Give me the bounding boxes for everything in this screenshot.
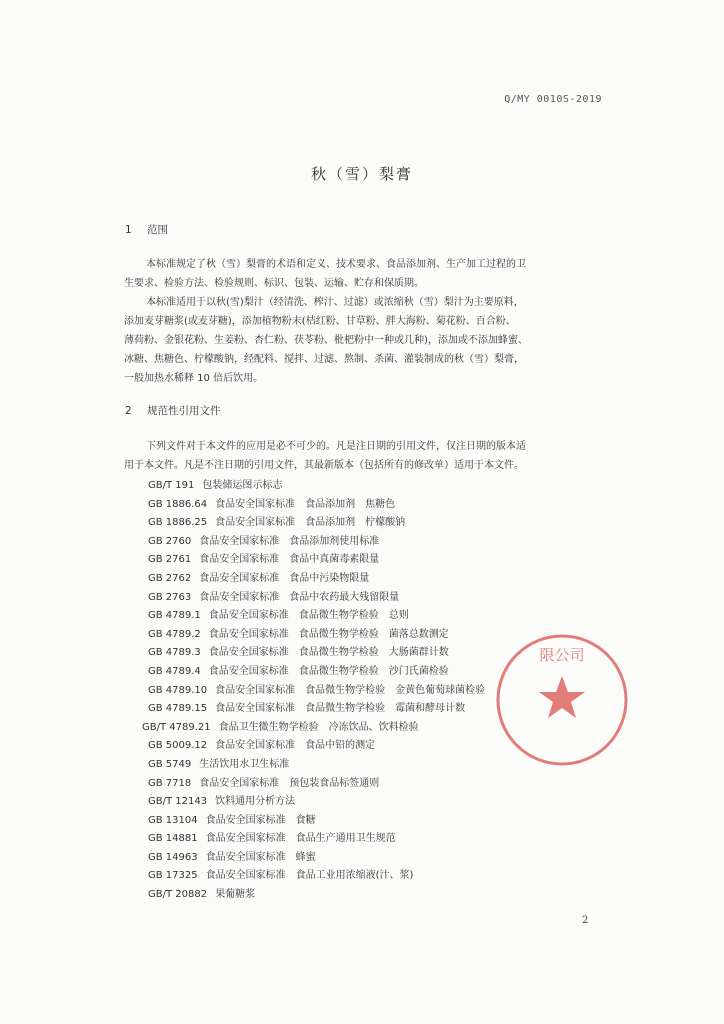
- text-line: 添加麦芽糖浆(或麦芽糖)，添加植物粉末(桔红粉、甘草粉、胖大海粉、菊花粉、百合粉、: [124, 316, 516, 327]
- list-item: [148, 533, 608, 552]
- ref-code: GB 13104: [148, 814, 198, 826]
- text-line: 冰糖、焦糖色、柠檬酸钠，经配料、搅拌、过滤、熬制、杀菌、灌装制成的秋（雪）梨膏，: [124, 354, 524, 365]
- list-item: [148, 830, 608, 849]
- section-2-title: 规范性引用文件: [147, 405, 221, 417]
- ref-code: GB 4789.2: [148, 628, 201, 640]
- ref-title: 包装储运图示标志: [202, 480, 283, 491]
- ref-title: 食品安全国家标准 食品微生物学检验 总则: [208, 610, 409, 622]
- ref-title: 食品安全国家标准 食品微生物学检验 霉菌和酵母计数: [215, 703, 466, 715]
- ref-title: 食品安全国家标准 食品微生物学检验 沙门氏菌检验: [208, 665, 449, 677]
- list-item: [148, 496, 608, 515]
- text-line: 一般加热水稀释 10 倍后饮用。: [124, 373, 264, 384]
- ref-code: GB 2762: [148, 572, 192, 584]
- ref-title: 食品安全国家标准 蜂蜜: [205, 851, 316, 863]
- ref-code: GB/T 191: [148, 480, 195, 491]
- section-2-number: 2: [125, 405, 132, 417]
- list-item: [148, 793, 608, 812]
- ref-code: GB/T 4789.21: [142, 721, 211, 733]
- ref-code: GB 1886.25: [148, 517, 208, 529]
- seal-text: 限公司: [539, 646, 585, 664]
- ref-title: 食品安全国家标准 预包装食品标签通则: [199, 777, 380, 789]
- ref-code: GB 14881: [148, 833, 198, 845]
- list-item: [148, 849, 608, 868]
- page-title: 秋（雪）梨膏: [310, 165, 413, 183]
- list-item: [148, 886, 608, 905]
- ref-title: 食品安全国家标准 食品添加剂使用标准: [199, 535, 380, 547]
- page-number: 2: [582, 915, 589, 926]
- ref-code: GB 4789.1: [148, 610, 201, 622]
- company-seal: [492, 630, 632, 770]
- ref-title: 食品安全国家标准 食品中铅的测定: [215, 740, 376, 752]
- text-line: 生要求、检验方法、检验规则、标识、包装、运输、贮存和保质期。: [124, 278, 424, 289]
- ref-code: GB 4789.15: [148, 703, 208, 715]
- ref-code: GB 5009.12: [148, 740, 208, 752]
- ref-title: 食品安全国家标准 食品生产通用卫生规范: [205, 833, 396, 845]
- ref-code: GB 2763: [148, 591, 192, 603]
- list-item: [148, 477, 608, 496]
- ref-title: 生活饮用水卫生标准: [199, 758, 290, 770]
- list-item: [148, 589, 608, 608]
- list-item: [148, 607, 608, 626]
- text-line: 本标准规定了秋（雪）梨膏的术语和定义、技术要求、食品添加剂、生产加工过程的卫: [146, 259, 526, 270]
- section-1-title: 范围: [147, 224, 168, 236]
- ref-title: 食品安全国家标准 食品工业用浓缩液(汁、浆): [205, 870, 414, 882]
- list-item: [148, 812, 608, 831]
- ref-code: GB 7718: [148, 777, 192, 789]
- ref-code: GB 1886.64: [148, 498, 208, 510]
- ref-code: GB 4789.4: [148, 665, 201, 677]
- section-1-heading: [125, 222, 168, 237]
- ref-title: 食品卫生微生物学检验 冷冻饮品、饮料检验: [218, 721, 419, 733]
- ref-code: GB 17325: [148, 870, 198, 882]
- standard-code: Q/MY 0010S-2019: [504, 94, 602, 105]
- ref-title: 食品安全国家标准 食品中污染物限量: [199, 572, 370, 584]
- text-line: 薄荷粉、金银花粉、生姜粉、杏仁粉、茯苓粉、枇杷粉中一种或几种)，添加或不添加蜂蜜、: [124, 335, 528, 346]
- section-1-paragraph-1: [124, 255, 602, 388]
- ref-title: 果葡糖浆: [215, 889, 256, 901]
- list-item: [148, 570, 608, 589]
- ref-title: 食品安全国家标准 食品中农药最大残留限量: [199, 591, 400, 603]
- ref-title: 饮料通用分析方法: [215, 796, 296, 808]
- ref-title: 食品安全国家标准 食品微生物学检验 金黄色葡萄球菌检验: [215, 684, 486, 696]
- text-line: 用于本文件。凡是不注日期的引用文件，其最新版本（包括所有的修改单）适用于本文件。: [124, 460, 524, 471]
- ref-title: 食品安全国家标准 食糖: [205, 814, 316, 826]
- section-1-number: 1: [125, 224, 132, 236]
- list-item: [148, 514, 608, 533]
- ref-code: GB 2761: [148, 554, 192, 566]
- ref-code: GB 4789.10: [148, 684, 208, 696]
- text-line: 下列文件对于本文件的应用是必不可少的。凡是注日期的引用文件，仅注日期的版本适: [146, 441, 526, 452]
- ref-title: 食品安全国家标准 食品微生物学检验 大肠菌群计数: [208, 647, 449, 659]
- ref-code: GB/T 20882: [148, 889, 208, 901]
- section-2-intro: [124, 437, 602, 475]
- ref-code: GB 5749: [148, 758, 192, 770]
- ref-code: GB 14963: [148, 851, 198, 863]
- list-item: [148, 867, 608, 886]
- ref-title: 食品安全国家标准 食品中真菌毒素限量: [199, 554, 380, 566]
- text-line: 本标准适用于以秋(雪)梨汁（经清洗、榨汁、过滤）或浓缩秋（雪）梨汁为主要原料，: [146, 297, 524, 308]
- ref-code: GB/T 12143: [148, 796, 208, 808]
- list-item: [148, 551, 608, 570]
- ref-code: GB 4789.3: [148, 647, 201, 659]
- section-2-heading: [125, 403, 221, 418]
- ref-code: GB 2760: [148, 535, 192, 547]
- ref-title: 食品安全国家标准 食品添加剂 焦糖色: [215, 498, 396, 510]
- ref-title: 食品安全国家标准 食品微生物学检验 菌落总数测定: [208, 628, 449, 640]
- ref-title: 食品安全国家标准 食品添加剂 柠檬酸钠: [215, 517, 406, 529]
- seal-star-icon: [539, 676, 585, 718]
- list-item: [148, 775, 608, 794]
